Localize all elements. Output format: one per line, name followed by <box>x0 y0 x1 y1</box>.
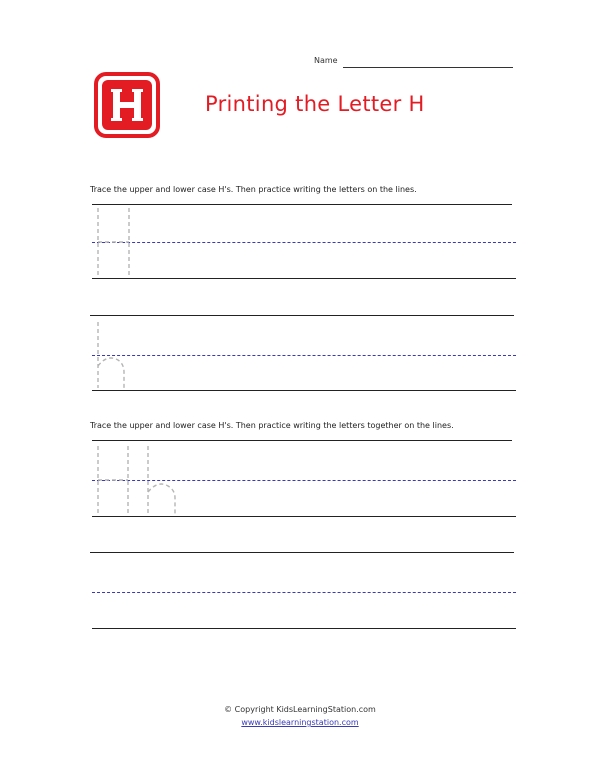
letter-h-logo-glyph <box>107 85 147 125</box>
letter-h-logo-inner <box>102 80 152 130</box>
writing-line-mid <box>92 355 516 356</box>
name-label: Name <box>314 56 338 65</box>
website-link[interactable]: www.kidslearningstation.com <box>241 718 359 727</box>
writing-line-top <box>92 204 512 205</box>
writing-line-top <box>90 315 514 316</box>
writing-line-mid <box>92 242 516 243</box>
instruction-2: Trace the upper and lower case H's. Then practice writing the letters together on the lines. <box>90 421 454 430</box>
writing-line-base <box>92 390 516 391</box>
trace-lowercase-h <box>92 318 142 392</box>
writing-line-base <box>92 628 516 629</box>
writing-line-base <box>92 278 516 279</box>
page-title: Printing the Letter H <box>205 92 425 116</box>
copyright-text: © Copyright KidsLearningStation.com <box>224 705 376 714</box>
letter-h-logo <box>94 72 160 138</box>
trace-uppercase-h <box>92 204 142 280</box>
instruction-1: Trace the upper and lower case H's. Then practice writing the letters on the lines. <box>90 185 417 194</box>
writing-line-mid <box>92 592 516 593</box>
name-field[interactable] <box>343 67 513 68</box>
trace-hh <box>92 442 192 518</box>
writing-line-top <box>92 440 512 441</box>
writing-line-top <box>90 552 514 553</box>
